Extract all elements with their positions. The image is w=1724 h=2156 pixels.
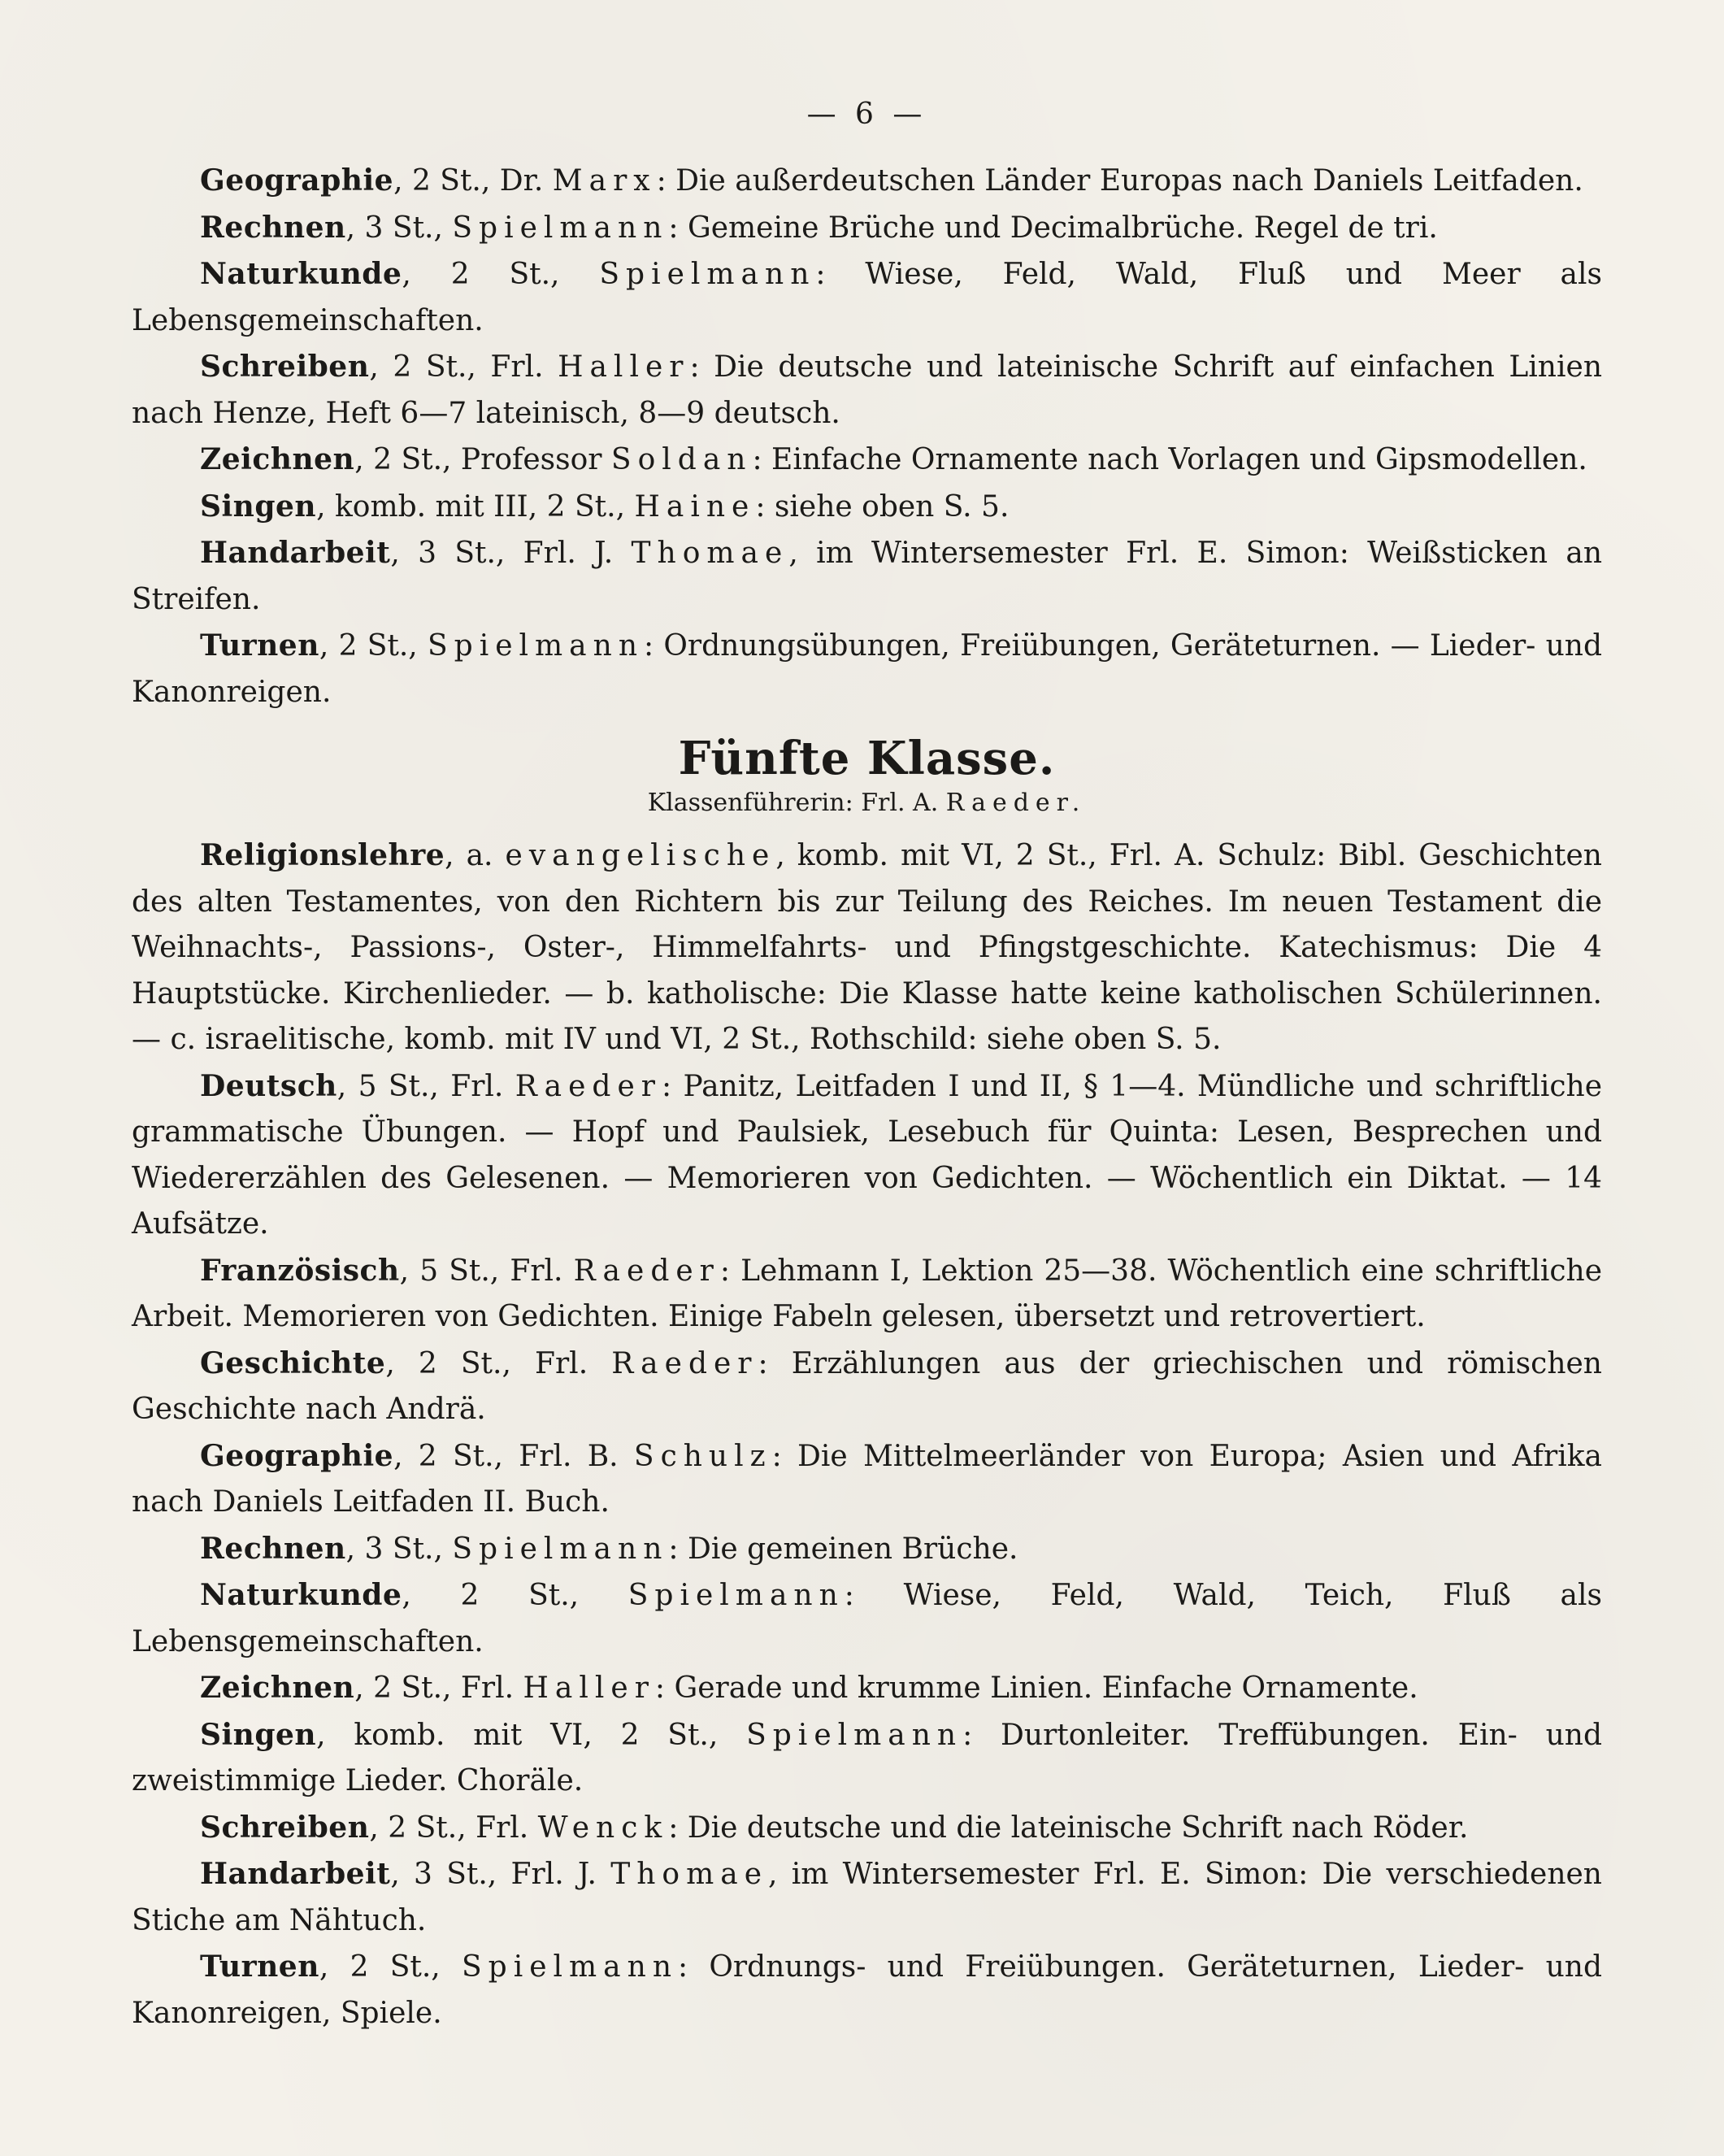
entry-details: , 2 St., Frl. xyxy=(385,1346,612,1380)
entry-content: : siehe oben S. 5. xyxy=(755,489,1010,524)
entry-content: : Erzählungen aus der griechischen und römischen Geschichte nach Andrä. xyxy=(132,1346,1602,1426)
entry-details: , 2 St., xyxy=(402,1579,628,1612)
entry-details: , 3 St., Frl. J. xyxy=(390,1858,611,1891)
entry-content: : Die deutsche und die lateinische Schrift nach Röder. xyxy=(668,1810,1469,1845)
subject-name: Singen xyxy=(200,1717,317,1752)
entry-details: , 3 St., Frl. J. xyxy=(390,537,632,570)
subject-name: Turnen xyxy=(200,1950,319,1984)
teacher-name: Spielmann xyxy=(428,629,645,663)
subject-name: Rechnen xyxy=(200,210,346,245)
subject-name: Zeichnen xyxy=(200,1671,355,1705)
curriculum-entry xyxy=(132,1851,1602,1944)
entry-content: : Durtonleiter. Treffübungen. Ein- und zweistimmige Lieder. Choräle. xyxy=(132,1718,1603,1797)
teacher-name: Thomae xyxy=(610,1858,769,1891)
entry-content: : Panitz, Leitfaden I und II, § 1—4. Mündliche und schriftliche grammatische Übungen. — Hopf und Paulsiek, Lesebuch für Quinta: Lesen, Besprechen und Wiedererzählen des Gelesenen. — Memorieren von Gedichten. — Wöchentlich ein Diktat. — 14 Aufsätze. xyxy=(132,1069,1603,1241)
curriculum-entry xyxy=(132,1944,1602,2036)
curriculum-entry xyxy=(132,1665,1602,1712)
teacher-name: Spielmann xyxy=(599,258,816,291)
entry-content: , im Wintersemester Frl. E. Simon: Weißsticken an Streifen. xyxy=(132,537,1603,616)
subject-name: Religionslehre xyxy=(200,838,445,872)
subject-name: Schreiben xyxy=(200,1810,370,1845)
subject-name: Schreiben xyxy=(200,350,370,384)
entry-details: , 2 St., xyxy=(402,258,600,291)
teacher-name: Spielmann xyxy=(628,1579,845,1612)
subject-name: Geographie xyxy=(200,1438,394,1473)
entry-details: , 2 St., Professor xyxy=(354,443,611,476)
teacher-name: Schulz xyxy=(633,1439,772,1473)
denomination-label: evangelische xyxy=(505,839,776,872)
curriculum-entry xyxy=(132,530,1602,623)
entry-details: , 3 St., xyxy=(345,1532,453,1566)
entry-content: : Ordnungs- und Freiübungen. Geräteturnen, Lieder- und Kanonreigen, Spiele. xyxy=(132,1950,1602,2030)
subject-name: Deutsch xyxy=(200,1068,337,1103)
entry-details: , komb. mit III, 2 St., xyxy=(316,489,635,524)
curriculum-entry xyxy=(132,484,1602,531)
entry-details: , 2 St., Dr. xyxy=(393,164,553,198)
entry-details: , 2 St., Frl. B. xyxy=(393,1439,634,1473)
entry-content: : Lehmann I, Lektion 25—38. Wöchentlich eine schriftliche Arbeit. Memorieren von Gedichten. Einige Fabeln gelesen, übersetzt und retrovertiert. xyxy=(132,1254,1602,1333)
subject-name: Französisch xyxy=(200,1253,400,1288)
entry-details: , 5 St., Frl. xyxy=(399,1254,574,1288)
entry-details: , 3 St., xyxy=(345,211,453,245)
subject-name: Rechnen xyxy=(200,1531,346,1566)
subject-name: Handarbeit xyxy=(200,536,391,570)
subject-name: Naturkunde xyxy=(200,257,402,291)
entry-content: : Ordnungsübungen, Freiübungen, Geräteturnen. — Lieder- und Kanonreigen. xyxy=(132,629,1602,709)
entry-content: : Gerade und krumme Linien. Einfache Ornamente. xyxy=(654,1671,1418,1705)
teacher-name: Haine xyxy=(634,489,756,524)
entry-content: : Wiese, Feld, Wald, Fluß und Meer als Lebensgemeinschaften. xyxy=(132,258,1602,337)
curriculum-entry xyxy=(132,251,1602,344)
curriculum-entry xyxy=(132,1341,1602,1433)
entry-content: : Die Mittelmeerländer von Europa; Asien und Afrika nach Daniels Leitfaden II. Buch. xyxy=(132,1439,1603,1519)
entry-content: : Gemeine Brüche und Decimalbrüche. Regel de tri. xyxy=(668,211,1438,245)
teacher-name: Haller xyxy=(523,1671,655,1705)
teacher-name: Spielmann xyxy=(462,1950,679,1984)
curriculum-entry xyxy=(132,205,1602,252)
leader-name: Raeder. xyxy=(945,789,1087,817)
curriculum-entry xyxy=(132,158,1602,205)
leader-label: Klassenführerin: Frl. A. xyxy=(647,789,946,817)
curriculum-entry xyxy=(132,1712,1602,1805)
entry-details: , a. xyxy=(445,839,506,872)
entry-content: , komb. mit VI, 2 St., Frl. A. Schulz: Bibl. Geschichten des alten Testamentes, von den Richtern bis zur Teilung des Reiches. Im neuen Testament die Weihnachts-, Passions-, Oster-, Himmelfahrts- und Pfingstgeschichte. Katechismus: Die 4 Hauptstücke. Kirchenlieder. — b. katholische: Die Klasse hatte keine katholischen Schülerinnen. — c. israelitische, komb. mit IV und VI, 2 St., Rothschild: siehe oben S. 5. xyxy=(132,839,1602,1056)
curriculum-entry xyxy=(132,1248,1602,1341)
teacher-name: Thomae xyxy=(631,537,789,570)
entry-details: , 2 St., xyxy=(319,1950,462,1984)
subject-name: Singen xyxy=(200,489,317,524)
entry-content: : Die außerdeutschen Länder Europas nach Daniels Leitfaden. xyxy=(656,164,1583,198)
section-leader xyxy=(132,785,1602,821)
entry-details: , 2 St., Frl. xyxy=(369,1810,538,1845)
curriculum-entry xyxy=(132,437,1602,484)
entry-content: , im Wintersemester Frl. E. Simon: Die verschiedenen Stiche am Nähtuch. xyxy=(132,1858,1602,1937)
curriculum-entry xyxy=(132,1063,1602,1248)
teacher-name: Wenck xyxy=(537,1810,669,1845)
entry-details: , 2 St., xyxy=(319,629,428,663)
curriculum-entry xyxy=(132,1433,1602,1526)
teacher-name: Haller xyxy=(558,350,690,384)
subject-name: Geschichte xyxy=(200,1345,386,1380)
teacher-name: Raeder xyxy=(573,1254,720,1288)
teacher-name: Soldan xyxy=(610,443,753,476)
teacher-name: Spielmann xyxy=(452,211,669,245)
curriculum-after xyxy=(132,832,1602,2036)
curriculum-entry xyxy=(132,1526,1602,1573)
subject-name: Geographie xyxy=(200,163,394,198)
entry-content: : Wiese, Feld, Wald, Teich, Fluß als Lebensgemeinschaften. xyxy=(132,1579,1603,1658)
teacher-name: Raeder xyxy=(515,1069,662,1103)
teacher-name: Marx xyxy=(552,164,657,198)
subject-name: Naturkunde xyxy=(200,1578,402,1612)
subject-name: Handarbeit xyxy=(200,1857,391,1891)
curriculum-entry xyxy=(132,344,1602,437)
entry-details: , komb. mit VI, 2 St., xyxy=(316,1718,747,1752)
teacher-name: Raeder xyxy=(611,1346,758,1380)
page-number: — 6 — xyxy=(806,98,927,131)
entry-content: : Einfache Ornamente nach Vorlagen und Gipsmodellen. xyxy=(752,443,1587,476)
curriculum-entry xyxy=(132,1572,1602,1665)
subject-name: Zeichnen xyxy=(200,442,355,476)
entry-content: : Die gemeinen Brüche. xyxy=(668,1532,1018,1566)
section-title: Fünfte Klasse. xyxy=(678,732,1056,785)
teacher-name: Spielmann xyxy=(452,1532,669,1566)
curriculum-entry xyxy=(132,832,1602,1063)
curriculum-entry xyxy=(132,623,1602,715)
entry-details: , 2 St., Frl. xyxy=(354,1671,523,1705)
entry-details: , 2 St., Frl. xyxy=(369,350,558,384)
entry-content: : Die deutsche und lateinische Schrift auf einfachen Linien nach Henze, Heft 6—7 lateinisch, 8—9 deutsch. xyxy=(132,350,1603,430)
curriculum-entry xyxy=(132,1805,1602,1852)
curriculum-before xyxy=(132,158,1602,715)
teacher-name: Spielmann xyxy=(746,1718,963,1752)
entry-details: , 5 St., Frl. xyxy=(337,1069,515,1103)
subject-name: Turnen xyxy=(200,628,319,663)
